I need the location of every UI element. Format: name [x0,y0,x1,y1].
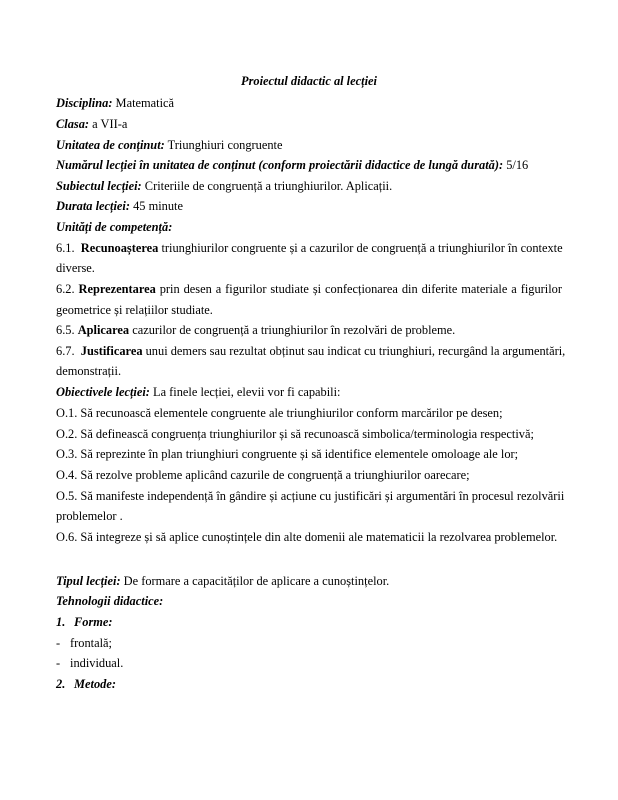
competency-keyword: Recunoașterea [80,241,159,255]
field-value: Criteriile de congruență a triunghiurilor. Aplicații. [141,179,393,193]
competency-item-continued: geometrice și relațiilor studiate. [56,303,213,317]
competency-units-heading [56,219,562,235]
field-label: Obiectivele lecției: [56,385,150,399]
field-value: De formare a capacităților de aplicare a cunoștințelor. [120,574,390,588]
duration-line [56,198,562,214]
field-label: Subiectul lecției: [56,179,142,193]
competency-text: prin desen a figurilor studiate și confecționarea din diferite materiale a figurilor [155,282,562,296]
field-value: 45 minute [130,199,183,213]
competency-keyword: Justificarea [80,344,143,358]
forms-heading [56,614,562,630]
document-title: Proiectul didactic al lecției [241,74,377,88]
competency-item [56,240,562,256]
bullet-dash: - [56,656,61,670]
discipline-line [56,95,562,111]
competency-text: triunghiurilor congruente și a cazurilor de congruență a triunghiurilor în contexte [158,241,563,255]
objective-item: O.5. Să manifeste independență în gândire și acțiune cu justificări și argumentări în procesul rezolvării [56,489,565,503]
objective-item: O.1. Să recunoască elementele congruente ale triunghiurilor conform marcărilor pe desen; [56,406,503,420]
field-value: Triunghiuri congruente [164,138,283,152]
lesson-number-line [56,157,562,173]
objectives-heading [56,384,562,400]
list-number: 2. [56,677,66,691]
objective-item: O.4. Să rezolve probleme aplicând cazurile de congruență a triunghiurilor oarecare; [56,468,470,482]
form-text: individual. [70,656,124,670]
lesson-type-line [56,573,562,589]
forms-label: Forme: [74,615,113,629]
form-text: frontală; [70,636,112,650]
competency-item-continued: demonstrații. [56,364,122,378]
objective-item: O.2. Să definească congruența triunghiurilor și să recunoască simbolica/terminologia respectivă; [56,427,534,441]
competency-number: 6.1. [56,241,75,255]
field-label: Numărul lecției în unitatea de conținut (conform proiectării didactice de lungă durată): [56,158,504,172]
field-value: a VII-a [89,117,128,131]
competency-item [56,322,562,338]
methods-label: Metode: [74,677,116,691]
field-label: Clasa: [56,117,90,131]
lesson-subject-line [56,178,562,194]
competency-text: cazurilor de congruență a triunghiurilor în rezolvări de probleme. [129,323,456,337]
competency-number: 6.7. [56,344,75,358]
objective-item-continued: problemelor . [56,509,123,523]
objective-item: O.3. Să reprezinte în plan triunghiuri congruente și să identifice elementele omoloage ale lor; [56,447,519,461]
methods-heading [56,676,562,692]
field-label: Tipul lecției: [56,574,121,588]
competency-item [56,281,562,297]
list-number: 1. [56,615,66,629]
competency-number: 6.2. [56,282,75,296]
competency-keyword: Aplicarea [77,323,130,337]
field-label: Tehnologii didactice: [56,594,164,608]
competency-number: 6.5. [56,323,75,337]
competency-keyword: Reprezentarea [78,282,156,296]
field-value: Matematică [112,96,175,110]
competency-item-continued: diverse. [56,261,95,275]
field-label: Unități de competență: [56,220,173,234]
field-label: Unitatea de conținut: [56,138,165,152]
field-value: La finele lecției, elevii vor fi capabili: [149,385,341,399]
technologies-heading [56,593,562,609]
objective-item: O.6. Să integreze și să aplice cunoștințele din alte domenii ale matematicii la rezolvarea problemelor. [56,530,558,544]
field-label: Disciplina: [56,96,113,110]
content-unit-line [56,137,562,153]
bullet-dash: - [56,636,61,650]
competency-text: unui demers sau rezultat obținut sau indicat cu triunghiuri, recurgând la argumentări, [142,344,566,358]
competency-item [56,343,566,359]
class-line [56,116,562,132]
field-value: 5/16 [503,158,529,172]
form-item [56,635,562,651]
form-item [56,655,562,671]
field-label: Durata lecției: [56,199,130,213]
